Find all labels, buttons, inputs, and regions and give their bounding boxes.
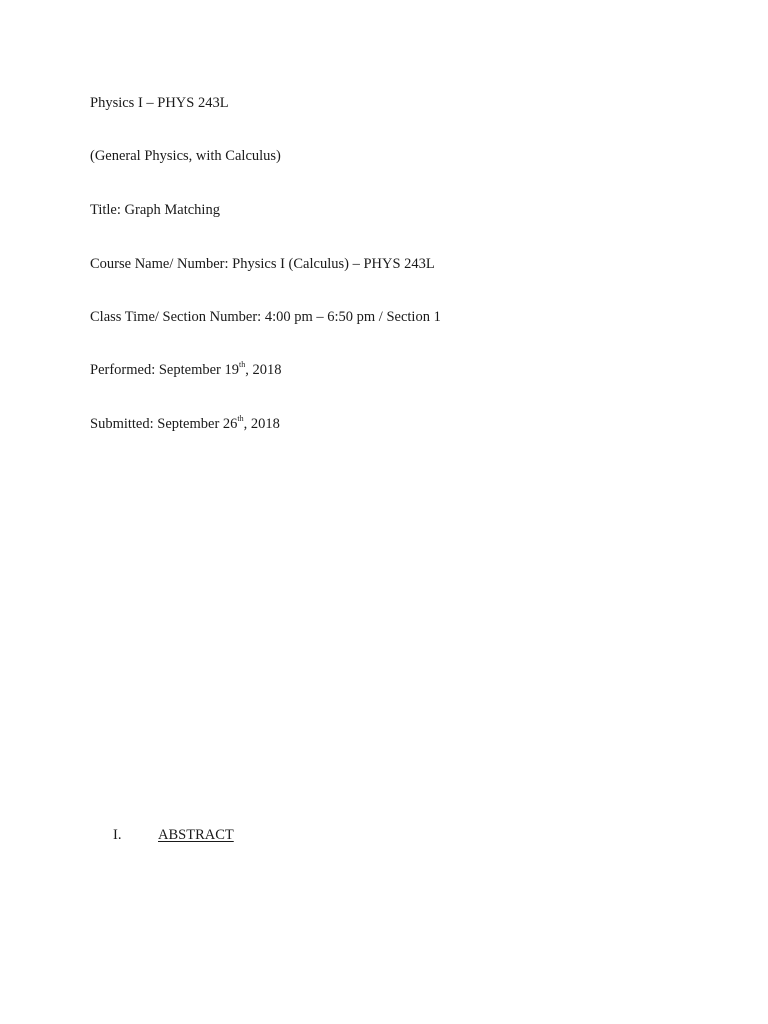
course-code-line: Physics I – PHYS 243L bbox=[90, 95, 229, 111]
class-time-line: Class Time/ Section Number: 4:00 pm – 6:50 pm / Section 1 bbox=[90, 309, 441, 325]
performed-date-line bbox=[90, 361, 281, 379]
performed-date-ordinal: th bbox=[239, 360, 246, 370]
title-line: Title: Graph Matching bbox=[90, 202, 220, 218]
performed-date-text: Performed: September 19 bbox=[90, 362, 239, 378]
submitted-date-ordinal: th bbox=[237, 414, 244, 424]
performed-date-year: , 2018 bbox=[245, 362, 282, 378]
section-number: I. bbox=[113, 827, 122, 843]
submitted-date-text: Submitted: September 26 bbox=[90, 416, 238, 432]
submitted-date-year: , 2018 bbox=[243, 416, 280, 432]
course-name-line: Course Name/ Number: Physics I (Calculus) – PHYS 243L bbox=[90, 256, 435, 272]
course-description-line: (General Physics, with Calculus) bbox=[90, 148, 281, 164]
section-title: ABSTRACT bbox=[158, 827, 234, 843]
submitted-date-line bbox=[90, 415, 280, 433]
